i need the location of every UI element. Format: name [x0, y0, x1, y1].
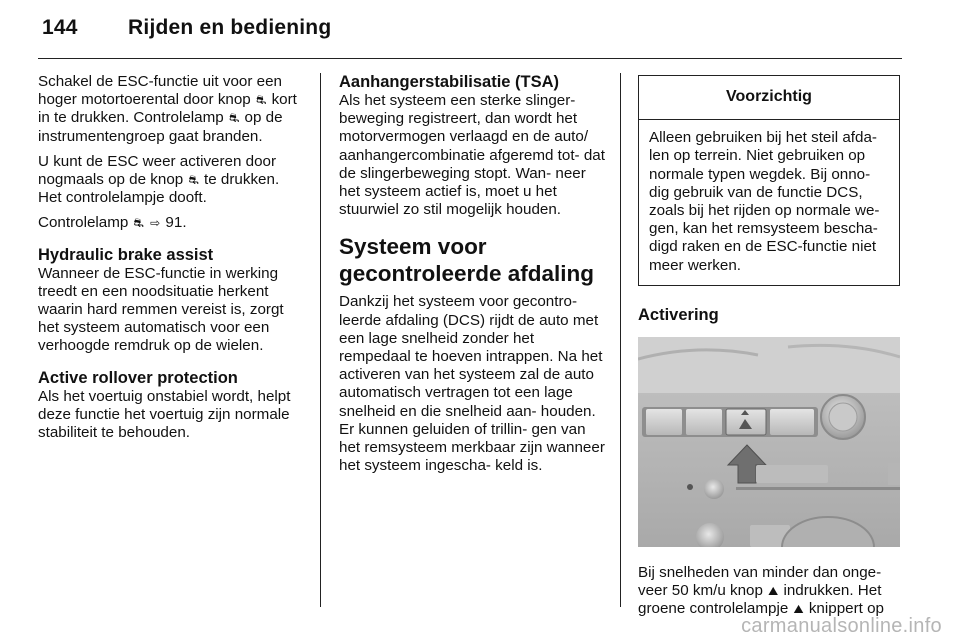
paragraph: U kunt de ESC weer activeren door nogmaals op de knop ⛐ te drukken. Het controlelampje dooft.: [38, 152, 280, 207]
dashboard-illustration: [638, 337, 900, 547]
photo-caption: Bij snelheden van minder dan onge- veer 50 km/u knop ⛰ indrukken. Het groene controlelampje ⛰ knippert op: [638, 564, 884, 618]
page-header: [42, 16, 331, 40]
column-1: [38, 73, 304, 449]
column-2: [339, 73, 605, 482]
esc-off-icon: ⛐: [228, 111, 240, 126]
dcs-icon: ⛰: [793, 602, 804, 617]
paragraph: Als het voertuig onstabiel wordt, helpt deze functie het voertuig zijn normale stabiliteit te behouden.: [38, 387, 291, 442]
paragraph: Controlelamp ⛐ ⇨ 91.: [38, 214, 187, 232]
paragraph: Schakel de ESC-functie uit voor een hoger motortoerental door knop ⛐ kort in te drukken. Controlelamp ⛐ op de instrumentengroep gaat branden.: [38, 73, 297, 145]
paragraph: Dankzij het systeem voor gecontro- leerde afdaling (DCS) rijdt de auto met een lage snelheid zonder het rempedaal te hoeven intrappen. Na het activeren van het systeem zal de auto automatisch vertragen tot een lage snelheid en die snelheid aan- houden. Er kunnen geluiden of trillin- gen van het remsysteem merkbaar zijn wanneer het systeem ingescha- keld is.: [339, 293, 605, 475]
esc-off-icon: ⛐: [133, 216, 144, 231]
page-reference-icon: ⇨: [150, 216, 161, 231]
header-rule: [38, 58, 902, 59]
esc-off-icon: ⛐: [255, 93, 267, 108]
caution-box: [638, 75, 900, 286]
dcs-button-photo: [638, 337, 900, 547]
column-3: [638, 73, 900, 626]
heading-active-rollover-protection: Active rollover protection: [38, 368, 238, 387]
caution-body: Alleen gebruiken bij het steil afda- len op terrein. Niet gebruiken op normale typen wegdek. Bij onno- dig gebruik van de functie DCS, zoals bij het rijden op normale we- gen, kan het remsysteem bescha- digd raken en de ESC-functie niet meer werken.: [649, 129, 880, 274]
heading-dcs: Systeem voor gecontroleerde afdaling: [339, 234, 595, 287]
caution-title: Voorzichtig: [639, 76, 899, 120]
esc-off-icon: ⛐: [188, 173, 199, 188]
page-title: Rijden en bediening: [128, 16, 332, 39]
heading-hydraulic-brake-assist: Hydraulic brake assist: [38, 245, 214, 264]
heading-tsa: Aanhangerstabilisatie (TSA): [339, 73, 560, 91]
paragraph: Wanneer de ESC-functie in werking treedt en een noodsituatie herkent waarin hard remmen vereist is, zorgt het systeem automatisch voor een verhoogde remdruk op de wielen.: [38, 264, 284, 355]
watermark: carmanualsonline.info: [741, 615, 942, 637]
paragraph: Als het systeem een sterke slinger- beweging registreert, dan wordt het motorvermogen verlaagd en de auto/ aanhangercombinatie afgeremd tot- dat de slingerbeweging stopt. Wan- neer het systeem actief is, moet u het stuurwiel zo stil mogelijk houden.: [339, 92, 605, 219]
page-number: 144: [42, 16, 78, 39]
column-divider: [320, 73, 321, 607]
heading-activering: Activering: [638, 305, 719, 324]
dcs-icon: ⛰: [768, 584, 779, 599]
column-divider: [620, 73, 621, 607]
